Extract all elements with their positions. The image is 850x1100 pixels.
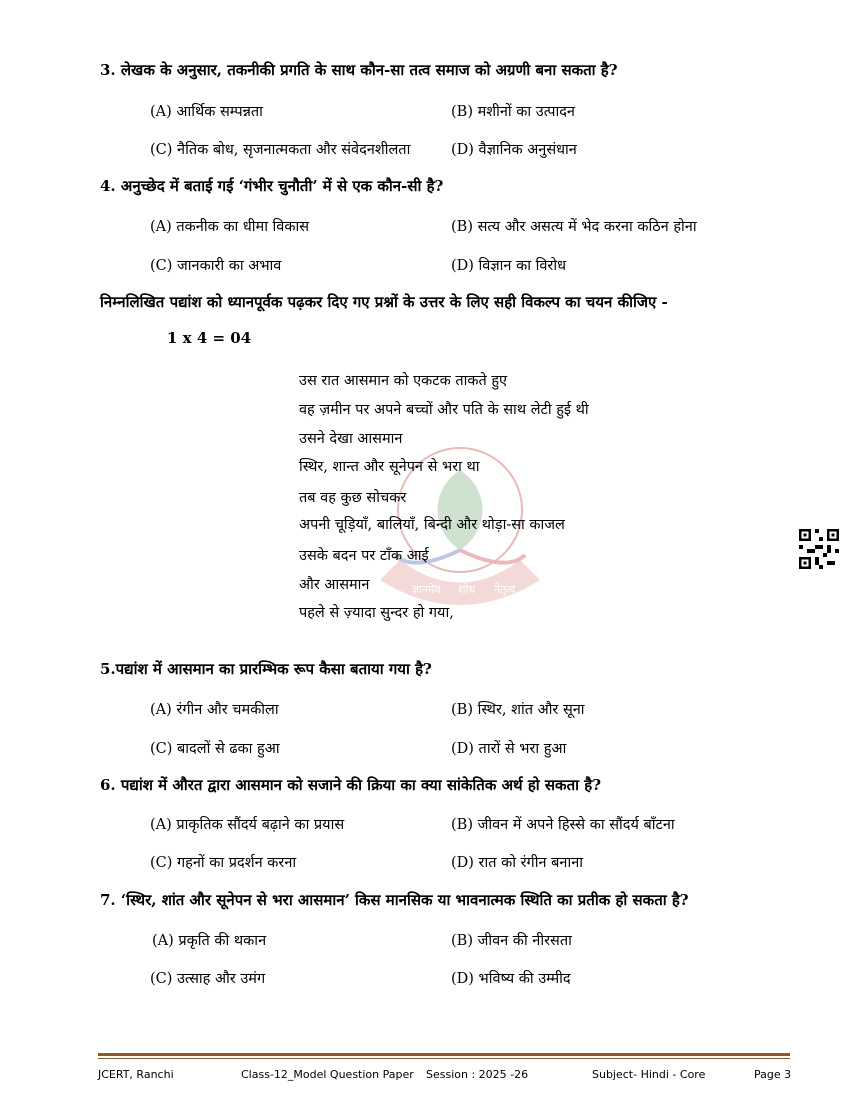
q6-option-a: (A) प्राकृतिक सौंदर्य बढ़ाने का प्रयास [150, 817, 345, 833]
poem-line: स्थिर, शान्त और सूनेपन से भरा था [299, 459, 480, 475]
q6-option-d: (D) रात को रंगीन बनाना [451, 855, 584, 871]
passage-instruction: निम्नलिखित पद्यांश को ध्यानपूर्वक पढ़कर दिए गए प्रश्नों के उत्तर के लिए सही विकल्प का चयन कीजिए - [100, 293, 668, 311]
q7-option-a: (A) प्रकृति की थकान [152, 933, 267, 949]
footer-org: JCERT, Ranchi [98, 1068, 174, 1081]
q4-option-d: (D) विज्ञान का विरोध [451, 258, 566, 274]
q6-option-b: (B) जीवन में अपने हिस्से का सौंदर्य बाँटना [451, 817, 675, 833]
poem-line: तब वह कुछ सोचकर [299, 490, 407, 506]
poem-line: और आसमान [299, 577, 370, 593]
q3-option-c: (C) नैतिक बोध, सृजनात्मकता और संवेदनशीलता [150, 142, 411, 158]
q6-option-c: (C) गहनों का प्रदर्शन करना [150, 855, 297, 871]
q3-option-a: (A) आर्थिक सम्पन्नता [150, 104, 263, 120]
marks-allocation: 1 x 4 = 04 [167, 329, 252, 347]
poem-line: उसके बदन पर टाँक आई [299, 548, 429, 564]
q5-option-d: (D) तारों से भरा हुआ [451, 741, 567, 757]
footer-paper: Class-12_Model Question Paper [241, 1068, 414, 1081]
footer-rule-thin [98, 1058, 790, 1059]
q5-option-c: (C) बादलों से ढका हुआ [150, 741, 280, 757]
poem-line: उस रात आसमान को एकटक ताकते हुए [299, 373, 508, 389]
footer-rule [98, 1053, 790, 1056]
question-5: 5.पद्यांश में आसमान का प्रारम्भिक रूप कैसा बताया गया है? [100, 660, 432, 678]
footer-page-number: Page 3 [754, 1068, 792, 1081]
question-3: 3. लेखक के अनुसार, तकनीकी प्रगति के साथ कौन-सा तत्व समाज को अग्रणी बना सकता है? [100, 61, 618, 79]
q7-option-c: (C) उत्साह और उमंग [150, 971, 266, 987]
watermark-word-2: शोध [458, 583, 476, 596]
poem-line: पहले से ज़्यादा सुन्दर हो गया, [299, 605, 454, 621]
footer-session: Session : 2025 -26 [426, 1068, 529, 1081]
q4-option-b: (B) सत्य और असत्य में भेद करना कठिन होना [451, 219, 697, 235]
watermark-word-3: नेतृत्व [494, 583, 516, 596]
q7-option-b: (B) जीवन की नीरसता [451, 933, 572, 949]
question-6: 6. पद्यांश में औरत द्वारा आसमान को सजाने की क्रिया का क्या सांकेतिक अर्थ हो सकता है? [100, 776, 601, 794]
q7-option-d: (D) भविष्य की उम्मीद [451, 971, 571, 987]
poem-line: उसने देखा आसमान [299, 431, 403, 447]
poem-line: अपनी चूड़ियाँ, बालियाँ, बिन्दी और थोड़ा-सा काजल [299, 517, 565, 533]
question-7: 7. ‘स्थिर, शांत और सूनेपन से भरा आसमान’ किस मानसिक या भावनात्मक स्थिति का प्रतीक हो सकता है? [100, 891, 689, 909]
question-4: 4. अनुच्छेद में बताई गई ‘गंभीर चुनौती’ में से एक कौन-सी है? [100, 177, 444, 195]
q5-option-a: (A) रंगीन और चमकीला [150, 702, 279, 718]
poem-line: वह ज़मीन पर अपने बच्चों और पति के साथ लेटी हुई थी [299, 402, 589, 418]
q5-option-b: (B) स्थिर, शांत और सूना [451, 702, 585, 718]
watermark-word-1: ज्ञानमेव [412, 583, 441, 596]
footer-subject: Subject- Hindi - Core [592, 1068, 706, 1081]
q4-option-a: (A) तकनीक का धीमा विकास [150, 219, 310, 235]
qr-code-icon [799, 529, 839, 569]
q3-option-b: (B) मशीनों का उत्पादन [451, 104, 575, 120]
q4-option-c: (C) जानकारी का अभाव [150, 258, 282, 274]
q3-option-d: (D) वैज्ञानिक अनुसंधान [451, 142, 577, 158]
